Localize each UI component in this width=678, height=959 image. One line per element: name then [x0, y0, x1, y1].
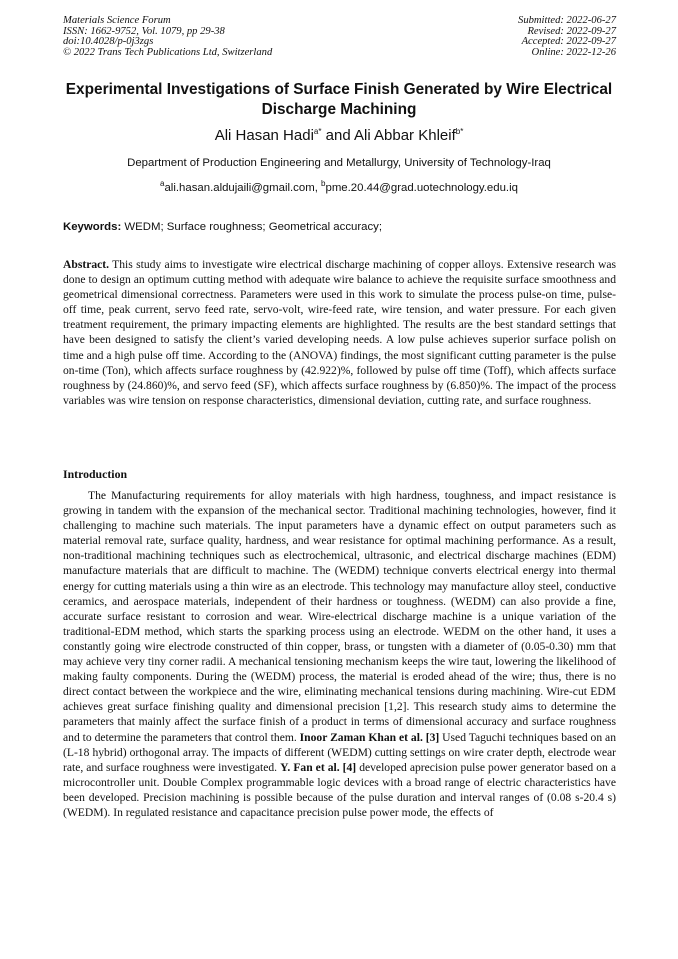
email-a-mark: a	[160, 179, 165, 189]
date-online: Online: 2022-12-26	[531, 46, 616, 58]
journal-name: Materials Science Forum	[63, 15, 171, 26]
author-1-mark: a*	[313, 127, 322, 136]
introduction-paragraph	[63, 488, 616, 820]
section-heading-introduction: Introduction	[63, 467, 128, 481]
date-accepted: Accepted: 2022-09-27	[521, 36, 616, 48]
author-2: Ali Abbar Khleif	[354, 127, 456, 144]
keywords	[63, 220, 616, 234]
intro-text-1: The Manufacturing requirements for alloy materials with high hardness, toughness, and impact resistance is growing in tandem with the expansion of the mechanical sector. Traditional machining technologies, however, find it challenging to machine such materials. The input parameters have a dynamic effect on output parameters such as material removal rate, surface quality, hardness, and wear resistance for optimal machining performance. As a result, non-traditional machining techniques such as electrochemical, ultrasonic, and electrical discharge machines (EDM) manufacture materials that are difficult to machine. The (WEDM) technique converts electrical energy into thermal energy for cutting materials using a thin wire as an electrode. This technology may manufacture alloy steel, conductive ceramics, and aerospace materials, independent of their hardness or toughness. (WEDM) can also provide a fine, accurate surface resistant to corrosion and wear. Wire-electrical discharge machine is a unique variation of the traditional-EDM method, which starts the sparking process using an electrode. WEDM on the other hand, it uses a constantly going wire electrode constructed of thin copper, brass, or tungsten with a diameter of (0.05-0.30) mm that may achieve very tiny corner radii. A mechanical tensioning mechanism keeps the wire taut, lowering the likelihood of making faulty components. During the (WEDM) process, the material is eroded ahead of the wire; thus, there is no direct contact between the workpiece and the wire, eliminating mechanical tensions during machining. Wire-cut EDM achieves great surface finishing quality and dimensional precision [1,2]. This research study aims to determine the parameters that mainly affect the surface finish of a product in terms of dimensional accuracy and surface roughness and to determine the parameters that control them.	[63, 489, 616, 744]
journal-info	[63, 16, 272, 58]
paper-title: Experimental Investigations of Surface Finish Generated by Wire Electrical Discharge Machining	[65, 81, 613, 118]
journal-issn: ISSN: 1662-9752, Vol. 1079, pp 29-38	[63, 25, 225, 37]
intro-text-3: developed aprecision pulse power generator based on a microcontroller unit. Double Complex programmable logic devices with a broad range of electric characteristics have been developed. Precision machining is possible because of the pulse duration and interval ranges of (0.08 s-20.4 s) (WEDM). In regulated resistance and capacitance precision pulse power mode, the effects of	[63, 760, 616, 819]
abstract-text: This study aims to investigate wire electrical discharge machining of copper alloys. Extensive research was done to design an optimum cutting method with adequate wire balance to achieve the requisite surface smoothness and geometrical dimensional correctness. Parameters were used in this work to simulate the process pulse-on time, pulse-off time, peak current, servo feed rate, servo-volt, wire-feed rate, wire tension, and water pressure. For each given treatment requirement, the primary impacting elements are highlighted. The results are the best standard settings that have been designed to satisfy the client’s varied developing needs. A low pulse achieves superior surface polish on time and a high pulse off time. According to the (ANOVA) findings, the most significant cutting parameter is the pulse on-time (Ton), which affects surface roughness by (42.922)%, followed by pulse off time (Toff), which affects surface roughness by (24.860)%, and servo feed (SF), which affects surface roughness by (6.850)%. The impact of the process variables was wire tension on response characteristics, dimensional deviation, cutting rate, and surface roughness.	[63, 258, 616, 407]
date-submitted: Submitted: 2022-06-27	[518, 15, 616, 26]
journal-doi: doi:10.4028/p-0j3zgs	[63, 36, 154, 48]
email-a: ali.hasan.aldujaili@gmail.com,	[164, 182, 322, 194]
date-revised: Revised: 2022-09-27	[527, 25, 616, 37]
affiliation: Department of Production Engineering and Metallurgy, University of Technology-Iraq	[127, 157, 551, 169]
author-1: Ali Hasan Hadi	[214, 127, 314, 144]
intro-text-2: Used Taguchi techniques based on an (L-18 hybrid) orthogonal array. The impacts of different (WEDM) cutting settings on wire crater depth, electrode wear rate, and surface roughness were investigated.	[63, 730, 616, 774]
journal-copyright: © 2022 Trans Tech Publications Ltd, Switzerland	[63, 46, 273, 58]
author-2-mark: b*	[455, 127, 464, 136]
author-line	[0, 126, 678, 146]
submission-dates	[518, 16, 616, 58]
keywords-text: WEDM; Surface roughness; Geometrical accuracy;	[121, 221, 383, 233]
email-b: pme.20.44@grad.uotechnology.edu.iq	[325, 182, 518, 194]
abstract-label: Abstract.	[63, 258, 110, 271]
author-emails	[0, 181, 678, 195]
abstract	[63, 257, 616, 408]
author-conjunction: and	[321, 127, 355, 144]
keywords-label: Keywords:	[63, 221, 122, 233]
email-b-mark: b	[321, 179, 326, 189]
citation-khan: Inoor Zaman Khan et al. [3]	[299, 730, 440, 744]
citation-fan: Y. Fan et al. [4]	[280, 760, 357, 774]
